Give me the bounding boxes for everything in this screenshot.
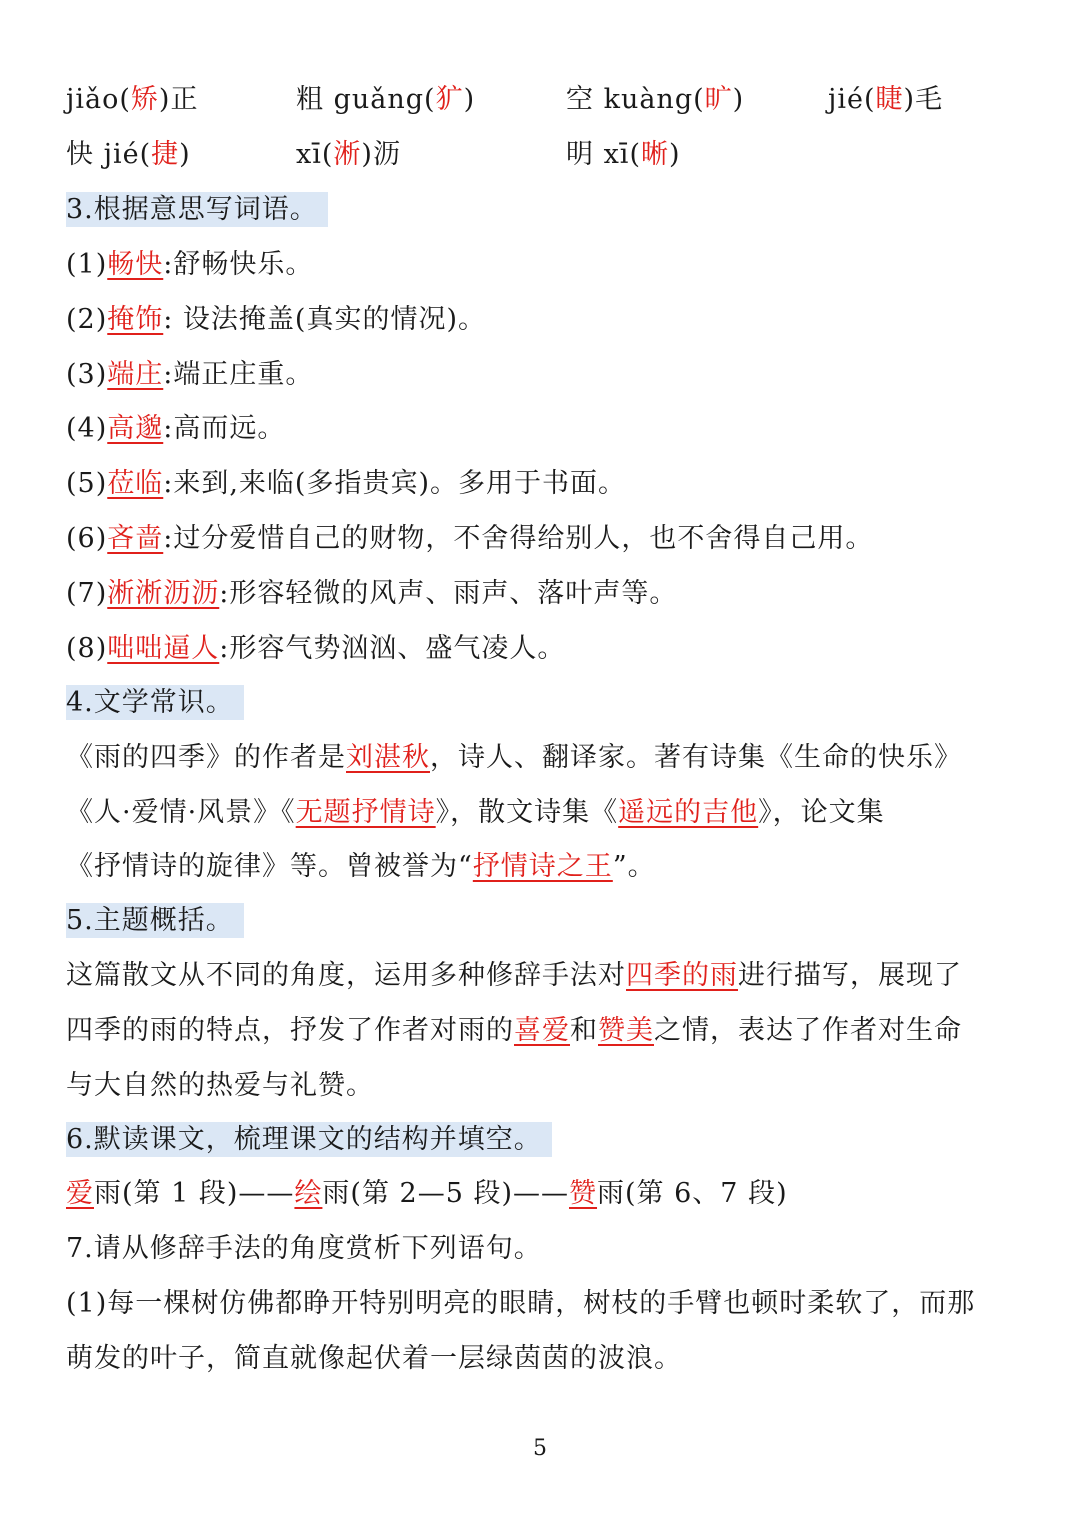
list-item: (1)畅快:舒畅快乐。 <box>66 249 314 280</box>
section-heading: 5.主题概括。 <box>66 903 1020 939</box>
pinyin-item: 粗 guǎng(犷) <box>296 84 476 115</box>
pinyin-item: xī(淅)沥 <box>296 139 401 170</box>
list-item: (7)淅淅沥沥:形容轻微的风声、雨声、落叶声等。 <box>66 578 678 609</box>
pinyin-item: jiǎo(矫)正 <box>66 84 199 115</box>
list-item: (2)掩饰: 设法掩盖(真实的情况)。 <box>66 304 486 335</box>
paragraph-line: 这篇散文从不同的角度，运用多种修辞手法对四季的雨进行描写，展现了 <box>66 960 962 991</box>
paragraph-line: 《雨的四季》的作者是刘湛秋，诗人、翻译家。著有诗集《生命的快乐》 <box>66 742 962 773</box>
section-heading: 3.根据意思写词语。 <box>66 192 1020 228</box>
section-heading: 6.默读课文，梳理课文的结构并填空。 <box>66 1122 1020 1158</box>
pinyin-item: 空 kuàng(旷) <box>566 84 745 115</box>
list-item: (5)莅临:来到,来临(多指贵宾)。多用于书面。 <box>66 468 626 499</box>
section-heading: 7.请从修辞手法的角度赏析下列语句。 <box>66 1233 542 1264</box>
structure-line: 爱雨(第 1 段)——绘雨(第 2—5 段)——赞雨(第 6、7 段) <box>66 1178 788 1209</box>
pinyin-item: jié(睫)毛 <box>828 84 944 115</box>
pinyin-item: 快 jié(捷) <box>66 139 191 170</box>
paragraph-line: 《抒情诗的旋律》等。曾被誉为“抒情诗之王”。 <box>66 851 656 882</box>
page-number: 5 <box>533 1436 547 1461</box>
pinyin-item: 明 xī(晰) <box>566 139 681 170</box>
list-item: (6)吝啬:过分爱惜自己的财物，不舍得给别人，也不舍得自己用。 <box>66 523 874 554</box>
paragraph-line: 萌发的叶子，简直就像起伏着一层绿茵茵的波浪。 <box>66 1343 682 1374</box>
paragraph-line: 与大自然的热爱与礼赞。 <box>66 1070 374 1101</box>
paragraph-line: (1)每一棵树仿佛都睁开特别明亮的眼睛，树枝的手臂也顿时柔软了，而那 <box>66 1288 976 1319</box>
section-heading: 4.文学常识。 <box>66 685 1020 721</box>
list-item: (3)端庄:端正庄重。 <box>66 359 314 390</box>
list-item: (8)咄咄逼人:形容气势汹汹、盛气凌人。 <box>66 633 566 664</box>
list-item: (4)高邈:高而远。 <box>66 413 286 444</box>
paragraph-line: 《人·爱情·风景》《无题抒情诗》，散文诗集《遥远的吉他》，论文集 <box>66 797 885 828</box>
paragraph-line: 四季的雨的特点，抒发了作者对雨的喜爱和赞美之情，表达了作者对生命 <box>66 1015 962 1046</box>
